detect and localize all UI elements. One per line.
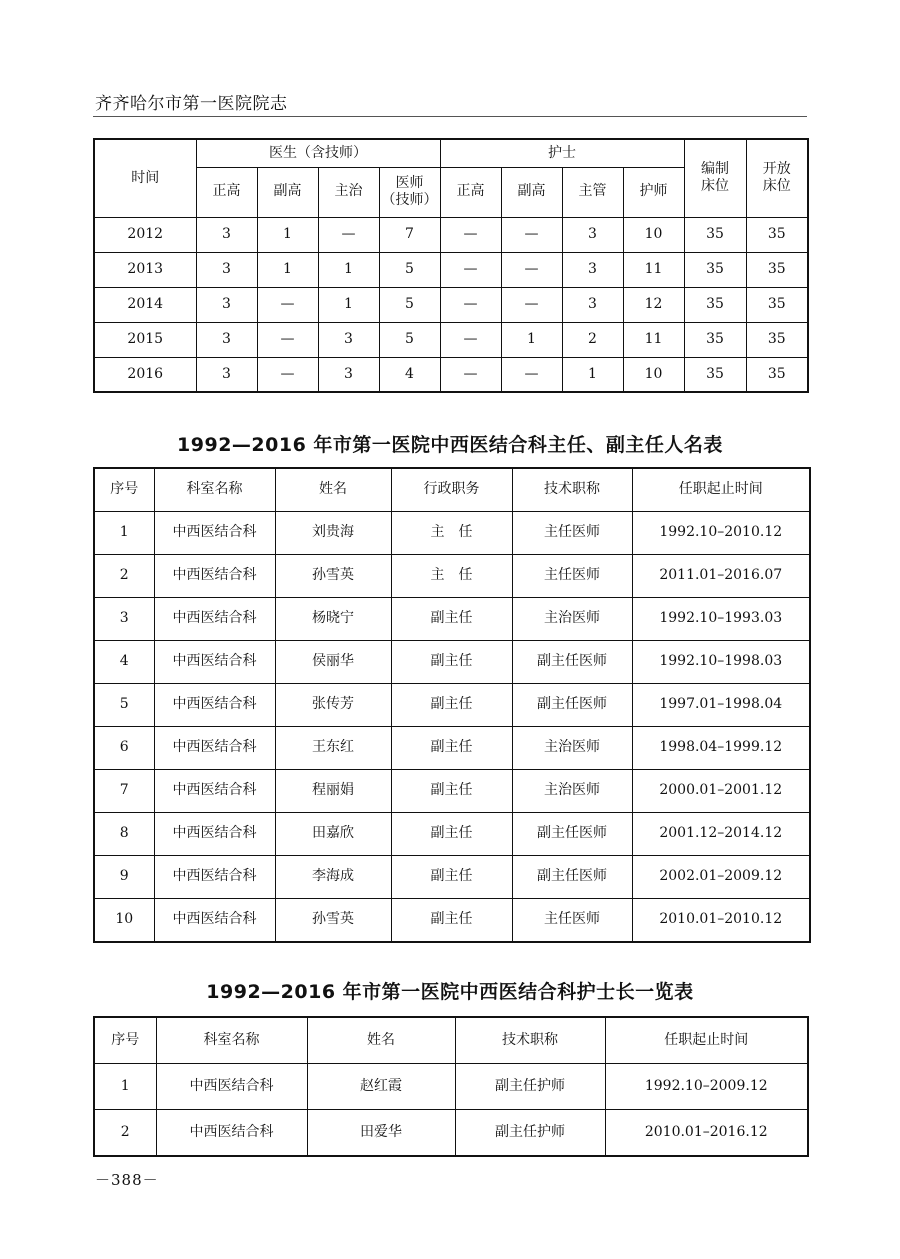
table-cell: 田嘉欣 — [275, 813, 391, 856]
table-cell: 副主任 — [391, 641, 512, 684]
table-cell: 副主任 — [391, 770, 512, 813]
table-cell: 1 — [257, 217, 318, 252]
doctor-col-yishi — [379, 167, 440, 217]
table-cell: 李海成 — [275, 856, 391, 899]
table-cell: 中西医结合科 — [154, 813, 275, 856]
table-cell: 3 — [562, 217, 623, 252]
table-cell: — — [257, 322, 318, 357]
table-cell: 2 — [94, 1110, 156, 1157]
table-cell: — — [440, 217, 501, 252]
column-header: 科室名称 — [156, 1017, 307, 1064]
table-cell: 35 — [746, 357, 808, 392]
table-cell: 中西医结合科 — [154, 684, 275, 727]
table-cell: 11 — [623, 322, 684, 357]
table-cell: 副主任医师 — [512, 813, 632, 856]
table-row — [94, 555, 810, 598]
table-cell: 2002.01–2009.12 — [632, 856, 810, 899]
table-cell: 4 — [94, 641, 154, 684]
table-cell: 中西医结合科 — [154, 598, 275, 641]
table-cell: 35 — [746, 287, 808, 322]
table-cell: 主任医师 — [512, 899, 632, 943]
table-cell: — — [501, 217, 562, 252]
table-cell: 1998.04–1999.12 — [632, 727, 810, 770]
table-cell: 中西医结合科 — [154, 641, 275, 684]
table-cell: 刘贵海 — [275, 512, 391, 555]
table-cell: 3 — [196, 322, 257, 357]
table-row — [94, 287, 808, 322]
table-cell: 7 — [94, 770, 154, 813]
table-cell: 副主任 — [391, 684, 512, 727]
doctor-col-zhenggao: 正高 — [196, 167, 257, 217]
table-cell: 副主任医师 — [512, 856, 632, 899]
table-cell: 主 任 — [391, 512, 512, 555]
table-cell: 中西医结合科 — [156, 1064, 307, 1110]
table-cell: 3 — [562, 287, 623, 322]
column-header: 技术职称 — [512, 468, 632, 512]
table-row — [94, 512, 810, 555]
table-cell: 3 — [318, 322, 379, 357]
table-cell: 1 — [318, 287, 379, 322]
table-cell: 5 — [94, 684, 154, 727]
table-cell: 2016 — [94, 357, 196, 392]
column-header: 技术职称 — [455, 1017, 605, 1064]
table-cell: 主任医师 — [512, 512, 632, 555]
table-cell: 3 — [196, 287, 257, 322]
directors-table-title: 1992—2016 年市第一医院中西医结合科主任、副主任人名表 — [177, 434, 723, 456]
nurse-col-hushi: 护师 — [623, 167, 684, 217]
table-header-row — [94, 1017, 808, 1064]
table-row — [94, 252, 808, 287]
staff-table — [93, 138, 809, 393]
table-row — [94, 1064, 808, 1110]
table-cell: 10 — [623, 217, 684, 252]
table-cell: 1997.01–1998.04 — [632, 684, 810, 727]
table-row — [94, 684, 810, 727]
table-cell: 2014 — [94, 287, 196, 322]
table-cell: 中西医结合科 — [154, 727, 275, 770]
table-cell: 3 — [196, 252, 257, 287]
bianzhi-line2: 床位 — [701, 178, 729, 195]
table-cell: 中西医结合科 — [156, 1110, 307, 1157]
table-cell: 1992.10–1998.03 — [632, 641, 810, 684]
table-cell: 3 — [196, 357, 257, 392]
table-cell: 1992.10–2010.12 — [632, 512, 810, 555]
table-row — [94, 770, 810, 813]
table-header-row — [94, 468, 810, 512]
table-cell: — — [257, 357, 318, 392]
table-cell: 1 — [501, 322, 562, 357]
table-row — [94, 899, 810, 943]
directors-table — [93, 467, 811, 943]
table-cell: 6 — [94, 727, 154, 770]
table-cell: 4 — [379, 357, 440, 392]
table-cell: — — [501, 287, 562, 322]
table-cell: — — [440, 252, 501, 287]
table-cell: 主治医师 — [512, 598, 632, 641]
table-cell: 1 — [94, 512, 154, 555]
table-cell: 程丽娟 — [275, 770, 391, 813]
table-cell: 孙雪英 — [275, 555, 391, 598]
table-cell: 1992.10–2009.12 — [605, 1064, 808, 1110]
table-cell: 田爱华 — [307, 1110, 455, 1157]
table-cell: — — [440, 357, 501, 392]
nurses-table — [93, 1016, 809, 1157]
table-row — [94, 856, 810, 899]
table-cell: 侯丽华 — [275, 641, 391, 684]
table-cell: 5 — [379, 322, 440, 357]
table-cell: 王东红 — [275, 727, 391, 770]
table-cell: — — [440, 287, 501, 322]
column-header: 姓名 — [275, 468, 391, 512]
table-cell: — — [318, 217, 379, 252]
table-cell: 7 — [379, 217, 440, 252]
table-cell: 2011.01–2016.07 — [632, 555, 810, 598]
table-cell: 1 — [562, 357, 623, 392]
table-cell: 9 — [94, 856, 154, 899]
table-cell: 8 — [94, 813, 154, 856]
table-cell: 副主任护师 — [455, 1110, 605, 1157]
column-header: 序号 — [94, 1017, 156, 1064]
column-header: 科室名称 — [154, 468, 275, 512]
table-cell: 杨晓宁 — [275, 598, 391, 641]
table-cell: 副主任护师 — [455, 1064, 605, 1110]
table-cell: 2000.01–2001.12 — [632, 770, 810, 813]
table-row — [94, 357, 808, 392]
table-cell: 2 — [94, 555, 154, 598]
table-row — [94, 322, 808, 357]
yishi-line1: 医师 — [395, 175, 424, 192]
table-cell: — — [501, 357, 562, 392]
table-cell: 3 — [318, 357, 379, 392]
table-cell: 12 — [623, 287, 684, 322]
kaifang-line2: 床位 — [762, 178, 791, 195]
table-row — [94, 813, 810, 856]
table-cell: 11 — [623, 252, 684, 287]
table-cell: — — [440, 322, 501, 357]
table-row — [94, 641, 810, 684]
table-cell: 35 — [684, 252, 746, 287]
table-row — [94, 727, 810, 770]
table-cell: 1 — [94, 1064, 156, 1110]
header-divider — [93, 116, 807, 117]
table-cell: 中西医结合科 — [154, 856, 275, 899]
book-title: 齐齐哈尔市第一医院院志 — [95, 94, 288, 114]
table-cell: 2012 — [94, 217, 196, 252]
table-cell: — — [257, 287, 318, 322]
nurse-col-zhenggao: 正高 — [440, 167, 501, 217]
nurses-table-title: 1992—2016 年市第一医院中西医结合科护士长一览表 — [206, 981, 694, 1003]
kaifang-line1: 开放 — [762, 160, 791, 177]
table-row — [94, 1110, 808, 1157]
nurse-col-fugao: 副高 — [501, 167, 562, 217]
table-cell: 2010.01–2016.12 — [605, 1110, 808, 1157]
table-cell: 35 — [684, 287, 746, 322]
table-cell: 2013 — [94, 252, 196, 287]
doctor-group-header: 医生（含技师） — [196, 139, 440, 167]
table-cell: 35 — [684, 217, 746, 252]
table-cell: 2 — [562, 322, 623, 357]
table-cell: 中西医结合科 — [154, 770, 275, 813]
table-cell: 主治医师 — [512, 770, 632, 813]
doctor-col-fugao: 副高 — [257, 167, 318, 217]
page-number: －388－ — [95, 1171, 159, 1189]
table-cell: 2001.12–2014.12 — [632, 813, 810, 856]
table-cell: 5 — [379, 287, 440, 322]
table-cell: 5 — [379, 252, 440, 287]
table-cell: 中西医结合科 — [154, 555, 275, 598]
table-cell: 3 — [196, 217, 257, 252]
table-cell: 主任医师 — [512, 555, 632, 598]
table-cell: 2015 — [94, 322, 196, 357]
table-cell: 主治医师 — [512, 727, 632, 770]
bianzhi-line1: 编制 — [701, 160, 729, 177]
table-cell: 3 — [562, 252, 623, 287]
table-cell: 副主任 — [391, 727, 512, 770]
table-cell: 孙雪英 — [275, 899, 391, 943]
table-cell: 10 — [94, 899, 154, 943]
table-cell: 2010.01–2010.12 — [632, 899, 810, 943]
table-cell: 35 — [684, 322, 746, 357]
column-header: 任职起止时间 — [605, 1017, 808, 1064]
table-cell: 副主任医师 — [512, 684, 632, 727]
yishi-line2: （技师） — [381, 192, 438, 208]
table-cell: 副主任 — [391, 813, 512, 856]
table-cell: 1 — [257, 252, 318, 287]
table-cell: 主 任 — [391, 555, 512, 598]
column-header: 任职起止时间 — [632, 468, 810, 512]
nurse-group-header: 护士 — [440, 139, 684, 167]
time-header: 时间 — [94, 139, 196, 217]
kaifang-header — [746, 139, 808, 217]
table-cell: 中西医结合科 — [154, 512, 275, 555]
table-row — [94, 217, 808, 252]
column-header: 行政职务 — [391, 468, 512, 512]
table-cell: 中西医结合科 — [154, 899, 275, 943]
table-row — [94, 598, 810, 641]
table-cell: 副主任 — [391, 856, 512, 899]
nurse-col-zhuguan: 主管 — [562, 167, 623, 217]
table-cell: 1992.10–1993.03 — [632, 598, 810, 641]
table-cell: 1 — [318, 252, 379, 287]
table-cell: 10 — [623, 357, 684, 392]
table-cell: 35 — [746, 252, 808, 287]
doctor-col-zhuzhi: 主治 — [318, 167, 379, 217]
table-cell: 副主任 — [391, 899, 512, 943]
column-header: 姓名 — [307, 1017, 455, 1064]
table-cell: 3 — [94, 598, 154, 641]
table-cell: 赵红霞 — [307, 1064, 455, 1110]
column-header: 序号 — [94, 468, 154, 512]
table-cell: 张传芳 — [275, 684, 391, 727]
table-cell: 35 — [746, 322, 808, 357]
table-cell: 35 — [746, 217, 808, 252]
table-cell: 副主任医师 — [512, 641, 632, 684]
bianzhi-header — [684, 139, 746, 217]
table-cell: — — [501, 252, 562, 287]
table-cell: 副主任 — [391, 598, 512, 641]
table-cell: 35 — [684, 357, 746, 392]
